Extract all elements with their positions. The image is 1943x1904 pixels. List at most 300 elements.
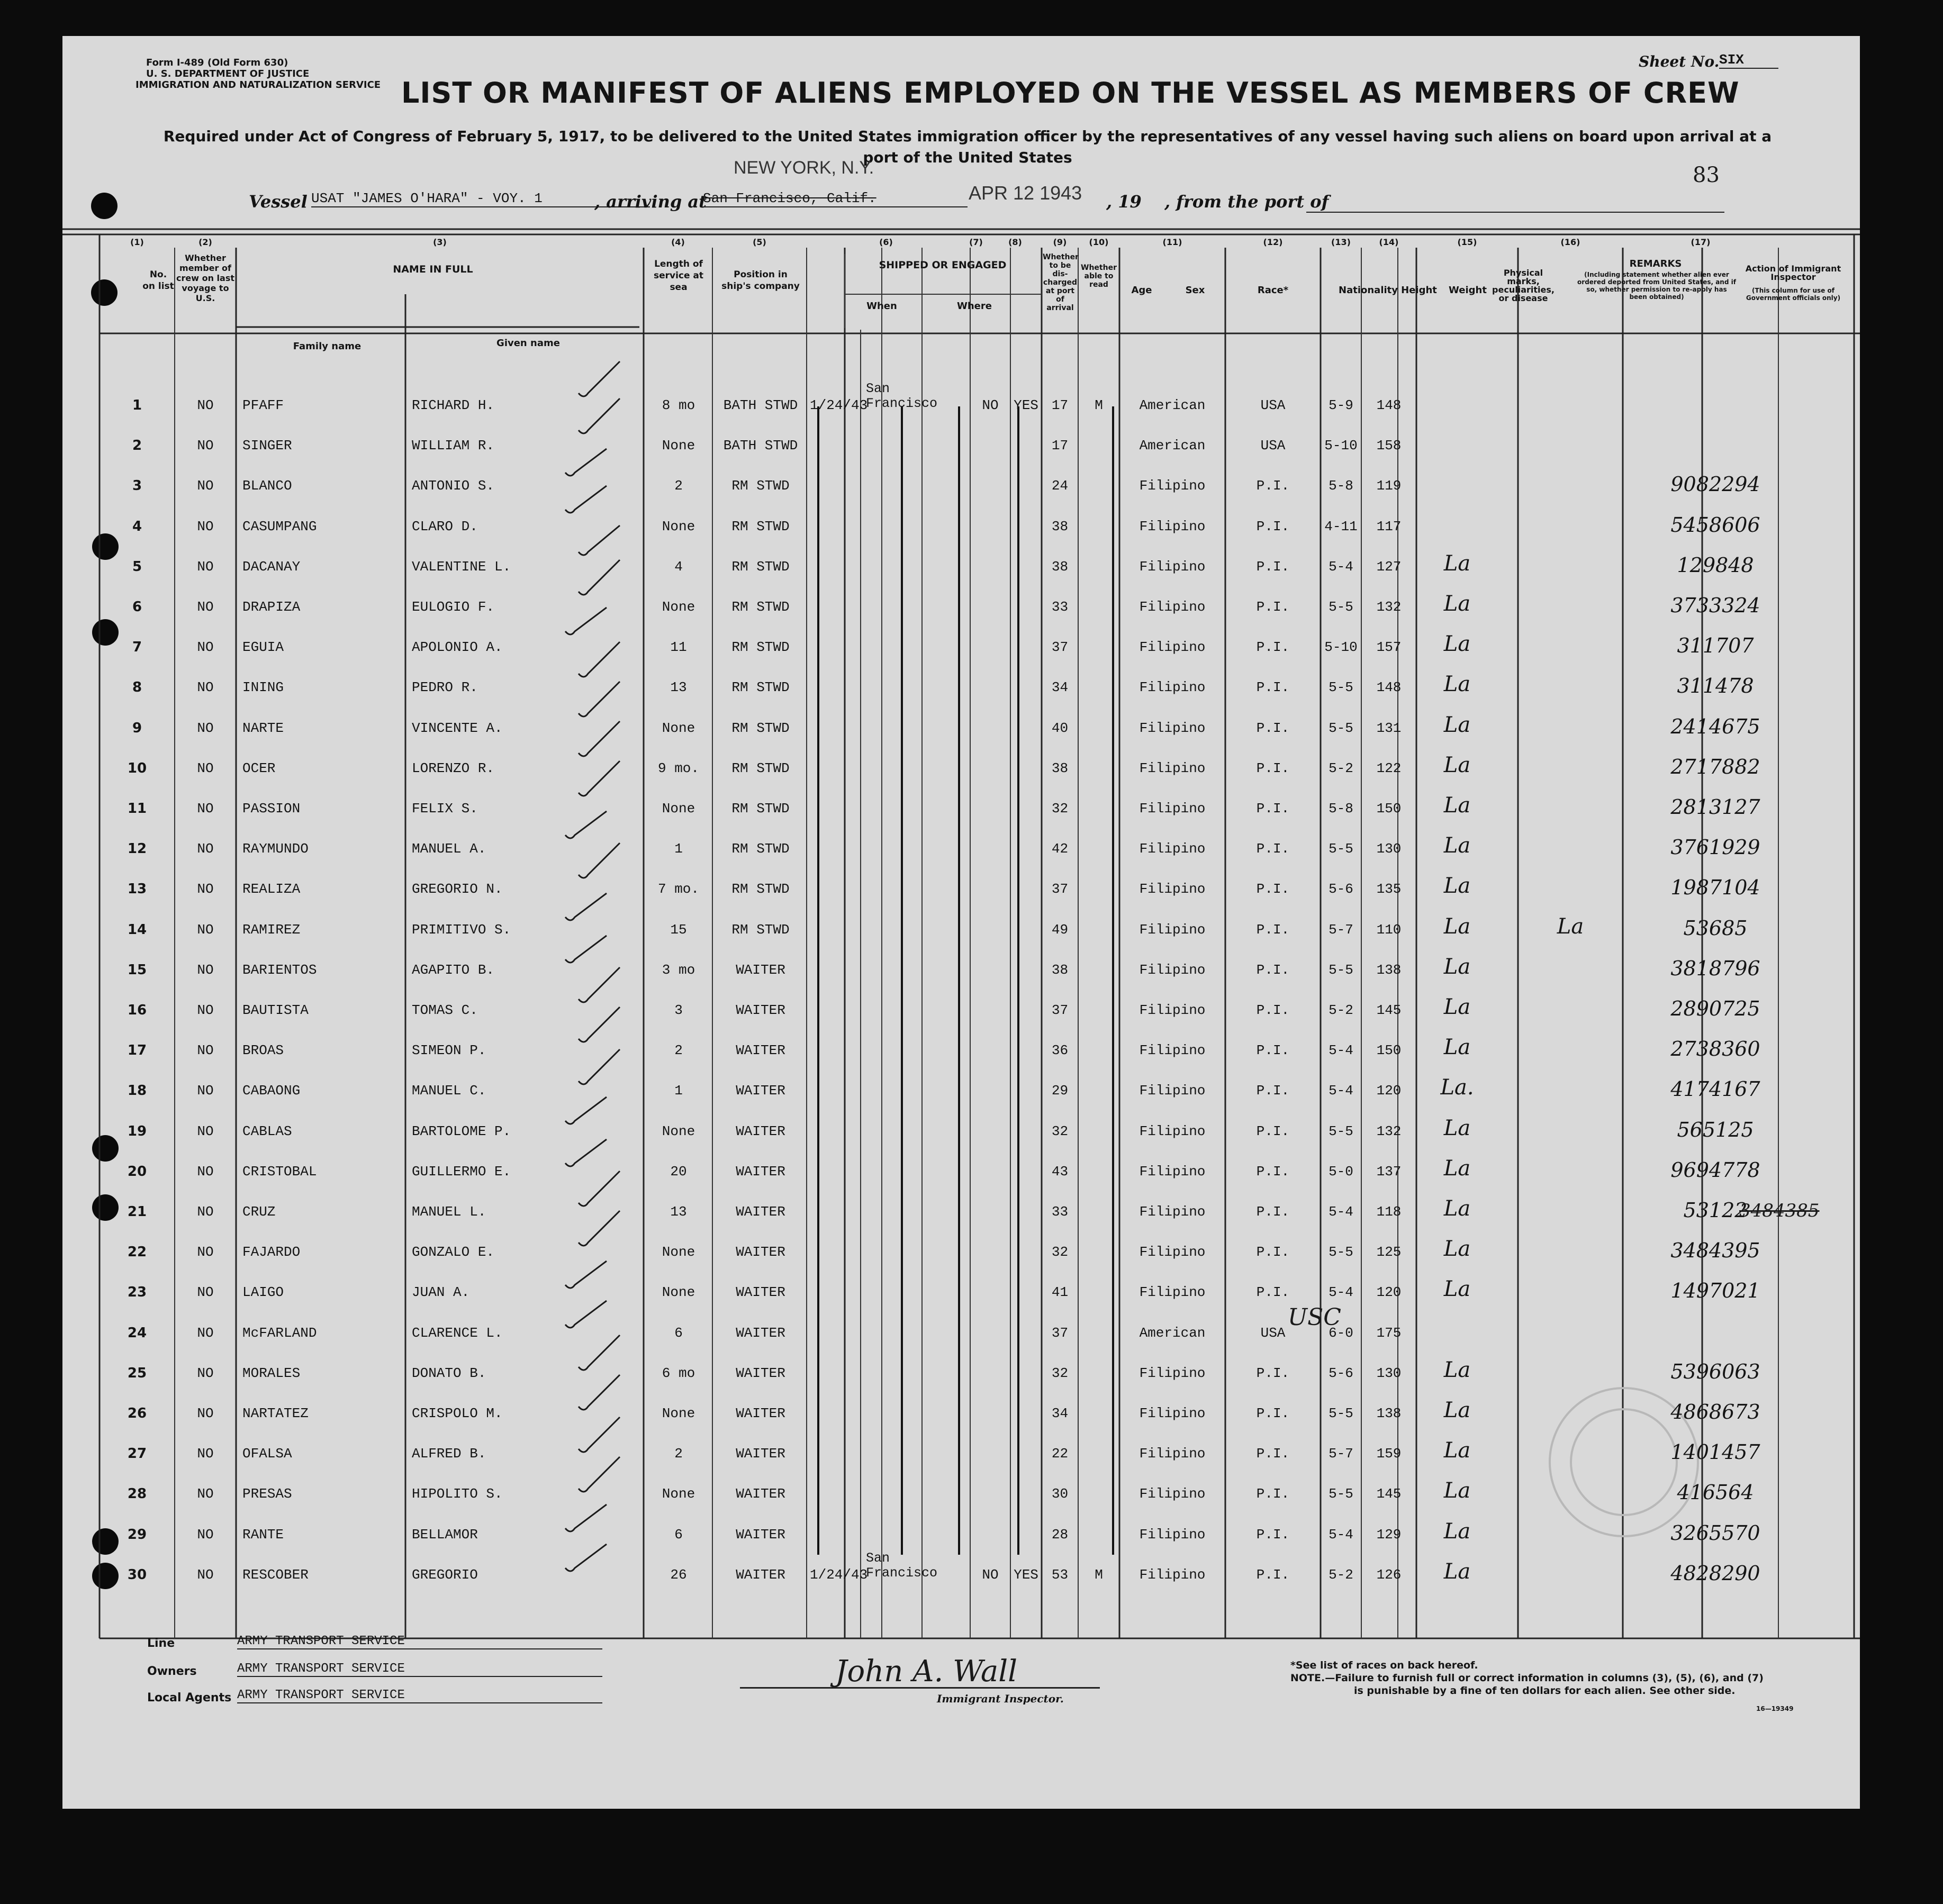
cell-weight: 117 (1376, 519, 1402, 534)
header-race: Race* (1257, 285, 1289, 296)
cell-weight: 119 (1376, 478, 1402, 494)
cell-given: LORENZO R. (412, 760, 495, 776)
failure-note-2: is punishable by a fine of ten dollars for each alien. See other side. (1354, 1685, 1736, 1697)
cell-action: 2813127 (1670, 795, 1760, 819)
cell-given: CRISPOLO M. (412, 1406, 503, 1421)
cell-no: 29 (127, 1527, 147, 1543)
cell-position: RM STWD (731, 559, 790, 575)
cell-no: 21 (127, 1204, 147, 1220)
cell-action: 9694778 (1670, 1158, 1760, 1182)
cell-position: WAITER (736, 1204, 785, 1220)
cell-race: Filipino (1139, 881, 1206, 897)
cell-service: 2 (674, 1042, 683, 1058)
cell-action: 2890725 (1670, 997, 1760, 1020)
cell-no: 10 (127, 760, 147, 776)
cell-given: TOMAS C. (412, 1002, 478, 1018)
cell-action: 3818796 (1670, 957, 1760, 980)
cell-position: RM STWD (731, 478, 790, 494)
service-name: IMMIGRATION AND NATURALIZATION SERVICE (135, 79, 381, 90)
cell-weight: 132 (1376, 599, 1402, 615)
cell-marks: La (1443, 1398, 1471, 1422)
cell-race: Filipino (1139, 1527, 1206, 1543)
cell-height: 5-5 (1329, 1486, 1353, 1502)
cell-last: NO (197, 1123, 214, 1139)
cell-age: 49 (1051, 922, 1069, 938)
cell-given: CLARO D. (412, 519, 478, 534)
cell-no: 12 (127, 841, 147, 857)
cell-race: Filipino (1139, 1042, 1206, 1058)
cell-no: 8 (132, 679, 142, 695)
cell-weight: 148 (1376, 397, 1402, 413)
cell-last: NO (197, 397, 214, 413)
header-position: Position in ship's company (721, 269, 800, 292)
cell-given: ALFRED B. (412, 1446, 486, 1462)
cell-service: 9 mo. (657, 760, 699, 776)
cell-position: RM STWD (731, 760, 790, 776)
department: U. S. DEPARTMENT OF JUSTICE (146, 68, 310, 79)
line-label: Line (147, 1637, 175, 1650)
cell-race: Filipino (1139, 1446, 1206, 1462)
owners-label: Owners (147, 1665, 197, 1678)
cell-race: American (1139, 397, 1206, 413)
cell-family: CABLAS (242, 1123, 292, 1139)
cell-age: 37 (1051, 1325, 1069, 1341)
cell-nat: P.I. (1256, 639, 1290, 655)
header-action-inspector: Action of Immigrant Inspector (1745, 264, 1841, 282)
cell-race: Filipino (1139, 922, 1206, 938)
cell-race: American (1139, 438, 1206, 454)
cell-height: 5-8 (1329, 801, 1353, 817)
cell-nat: P.I. (1256, 559, 1290, 575)
cell-marks: La (1443, 1277, 1471, 1301)
cell-weight: 118 (1376, 1204, 1402, 1220)
date-stamp: APR 12 1943 (969, 182, 1082, 204)
col-num-4: (4) (671, 237, 685, 247)
cell-position: RM STWD (731, 599, 790, 615)
cell-given: EULOGIO F. (412, 599, 495, 615)
cell-weight: 158 (1376, 438, 1402, 454)
cell-age: 36 (1051, 1042, 1069, 1058)
cell-last: NO (197, 519, 214, 534)
cell-family: CRISTOBAL (242, 1164, 317, 1180)
cell-age: 34 (1051, 1406, 1069, 1421)
cell-weight: 122 (1376, 760, 1402, 776)
cell-height: 5-2 (1329, 1567, 1353, 1583)
cell-no: 28 (127, 1486, 147, 1502)
cell-family: REALIZA (242, 881, 301, 897)
cell-family: EGUIA (242, 639, 284, 655)
cell-position: WAITER (736, 1365, 785, 1381)
cell-action: 565125 (1677, 1118, 1754, 1141)
cell-height: 5-8 (1329, 478, 1353, 494)
manifest-sheet (62, 36, 1860, 1809)
cell-nat: P.I. (1256, 1083, 1290, 1099)
cell-position: BATH STWD (723, 397, 798, 413)
cell-height: 5-4 (1329, 1083, 1353, 1099)
cell-age: 37 (1051, 1002, 1069, 1018)
col-num-5: (5) (753, 237, 766, 247)
cell-given: PRIMITIVO S. (412, 922, 511, 938)
cell-height: 6-0 (1329, 1325, 1353, 1341)
cell-no: 16 (127, 1002, 147, 1018)
cell-marks: La (1443, 874, 1471, 898)
cell-height: 5-5 (1329, 1406, 1353, 1421)
cell-no: 4 (132, 519, 142, 534)
cell-age: 33 (1051, 599, 1069, 615)
cell-weight: 131 (1376, 720, 1402, 736)
cell-position: RM STWD (731, 519, 790, 534)
cell-last: NO (197, 1284, 214, 1300)
cell-nat: P.I. (1256, 1244, 1290, 1260)
cell-service: None (662, 519, 695, 534)
cell-position: WAITER (736, 1406, 785, 1421)
cell-family: CRUZ (242, 1204, 276, 1220)
cell-family: BROAS (242, 1042, 284, 1058)
cell-height: 5-2 (1329, 1002, 1353, 1018)
header-where: Where (957, 301, 992, 312)
cell-marks: La (1443, 995, 1471, 1019)
cell-service: 6 mo (662, 1365, 695, 1381)
cell-weight: 175 (1376, 1325, 1402, 1341)
cell-service: None (662, 1284, 695, 1300)
cell-action: 416564 (1677, 1481, 1754, 1504)
cell-given: AGAPITO B. (412, 962, 495, 978)
cell-no: 13 (127, 881, 147, 897)
cell-service: 6 (674, 1325, 683, 1341)
col-num-13: (13) (1331, 237, 1351, 247)
cell-family: DRAPIZA (242, 599, 301, 615)
cell-position: WAITER (736, 1567, 785, 1583)
header-length-service: Length of service at sea (653, 259, 704, 293)
cell-age: 41 (1051, 1284, 1069, 1300)
cell-no: 1 (132, 397, 142, 413)
cell-family: RAMIREZ (242, 922, 301, 938)
cell-no: 2 (132, 438, 142, 454)
cell-action: 5396063 (1670, 1360, 1760, 1383)
cell-family: OCER (242, 760, 276, 776)
cell-nat: P.I. (1256, 1164, 1290, 1180)
header-age: Age (1131, 285, 1152, 296)
cell-action: 3265570 (1670, 1521, 1760, 1545)
cell-position: RM STWD (731, 639, 790, 655)
cell-position: RM STWD (731, 801, 790, 817)
cell-last: NO (197, 559, 214, 575)
cell-nat: P.I. (1256, 881, 1290, 897)
cell-service: 2 (674, 478, 683, 494)
col-num-3: (3) (433, 237, 447, 247)
cell-family: NARTE (242, 720, 284, 736)
cell-given: BARTOLOME P. (412, 1123, 511, 1139)
cell-race: Filipino (1139, 559, 1206, 575)
cell-nat: P.I. (1256, 679, 1290, 695)
cell-action: 3761929 (1670, 836, 1760, 859)
cell-height: 5-5 (1329, 599, 1353, 615)
cell-marks: La (1443, 1560, 1471, 1584)
cell-last: NO (197, 1406, 214, 1421)
cell-height: 5-4 (1329, 1284, 1353, 1300)
cell-action: 1401457 (1670, 1440, 1760, 1464)
cell-last: NO (197, 760, 214, 776)
cell-race: Filipino (1139, 679, 1206, 695)
cell-last: NO (197, 438, 214, 454)
header-able-to-read: Whether able to read (1081, 264, 1117, 289)
cell-position: RM STWD (731, 679, 790, 695)
vessel-label: Vessel (249, 192, 308, 212)
cell-height: 5-4 (1329, 1204, 1353, 1220)
cell-position: WAITER (736, 1042, 785, 1058)
cell-age: 34 (1051, 679, 1069, 695)
cell-given: GUILLERMO E. (412, 1164, 511, 1180)
cell-action: 2717882 (1670, 755, 1760, 778)
cell-family: PRESAS (242, 1486, 292, 1502)
header-physical-marks: Physical marks, peculiarities, or disease (1492, 268, 1555, 303)
cell-nat: P.I. (1256, 1002, 1290, 1018)
cell-age: 38 (1051, 519, 1069, 534)
cell-race: American (1139, 1325, 1206, 1341)
header-shipped-engaged: SHIPPED OR ENGAGED (879, 259, 1007, 271)
cell-race: Filipino (1139, 760, 1206, 776)
cell-age: 38 (1051, 559, 1069, 575)
cell-family: MORALES (242, 1365, 301, 1381)
header-remarks: REMARKS (1629, 258, 1682, 269)
cell-weight: 130 (1376, 841, 1402, 857)
cell-last: NO (197, 1325, 214, 1341)
cell-given: VINCENTE A. (412, 720, 503, 736)
header-weight: Weight (1449, 285, 1487, 296)
cell-height: 5-5 (1329, 720, 1353, 736)
header-action-note: (This column for use of Government officials only) (1746, 287, 1841, 302)
agents-label: Local Agents (147, 1691, 232, 1704)
cell-age: 43 (1051, 1164, 1069, 1180)
cell-given: WILLIAM R. (412, 438, 495, 454)
cell-marks: La (1443, 592, 1471, 616)
cell-marks: La (1443, 1116, 1471, 1140)
col-num-8: (8) (1008, 237, 1022, 247)
header-when: When (866, 301, 897, 312)
cell-family: NARTATEZ (242, 1406, 309, 1421)
cell-nat: P.I. (1256, 760, 1290, 776)
cell-family: SINGER (242, 438, 292, 454)
cell-action: 53122 (1683, 1199, 1748, 1222)
cell-race: Filipino (1139, 1164, 1206, 1180)
cell-age: 32 (1051, 1123, 1069, 1139)
cell-last: NO (197, 962, 214, 978)
cell-age: 37 (1051, 639, 1069, 655)
cell-service: 6 (674, 1527, 683, 1543)
cell-position: RM STWD (731, 922, 790, 938)
cell-last: NO (197, 881, 214, 897)
line-value: ARMY TRANSPORT SERVICE (237, 1634, 602, 1649)
cell-marks: La (1443, 1519, 1471, 1544)
cell-weight: 145 (1376, 1486, 1402, 1502)
cell-age: 38 (1051, 760, 1069, 776)
cell-race: Filipino (1139, 720, 1206, 736)
cell-last: NO (197, 679, 214, 695)
cell-height: 5-5 (1329, 1123, 1353, 1139)
cell-family: INING (242, 679, 284, 695)
cell-action: 4828290 (1670, 1562, 1760, 1585)
cell-no: 17 (127, 1042, 147, 1058)
year-label: , 19 (1106, 192, 1142, 212)
cell-where: San Francisco (866, 381, 938, 411)
cell-action: 3484395 (1670, 1239, 1760, 1262)
header-nationality: Nationality (1339, 285, 1398, 296)
cell-family: BAUTISTA (242, 1002, 309, 1018)
cell-family: McFARLAND (242, 1325, 317, 1341)
cell-race: Filipino (1139, 801, 1206, 817)
cell-nat: P.I. (1256, 720, 1290, 736)
inspector-label: Immigrant Inspector. (937, 1692, 1064, 1705)
page-number: 83 (1693, 163, 1720, 187)
cell-race: Filipino (1139, 1083, 1206, 1099)
cell-no: 5 (132, 559, 142, 575)
cell-position: RM STWD (731, 720, 790, 736)
col-num-11: (11) (1162, 237, 1182, 247)
cell-marks: La (1443, 1237, 1471, 1261)
cell-family: RANTE (242, 1527, 284, 1543)
cell-disch: NO (982, 397, 999, 413)
cell-race: Filipino (1139, 1002, 1206, 1018)
cell-service: 15 (670, 922, 687, 938)
cell-no: 25 (127, 1365, 147, 1381)
cell-last: NO (197, 1042, 214, 1058)
cell-marks: La (1443, 1196, 1471, 1221)
cell-action: 311478 (1677, 674, 1754, 697)
cell-weight: 138 (1376, 1406, 1402, 1421)
cell-nat: P.I. (1256, 599, 1290, 615)
cell-nat: P.I. (1256, 478, 1290, 494)
cell-height: 5-5 (1329, 841, 1353, 857)
cell-age: 29 (1051, 1083, 1069, 1099)
cell-height: 5-4 (1329, 559, 1353, 575)
cell-age: 40 (1051, 720, 1069, 736)
cell-given: PEDRO R. (412, 679, 478, 695)
cell-position: WAITER (736, 1083, 785, 1099)
cell-height: 4-11 (1324, 519, 1358, 534)
cell-no: 15 (127, 962, 147, 978)
cell-age: 37 (1051, 881, 1069, 897)
cell-age: 30 (1051, 1486, 1069, 1502)
cell-action: 9082294 (1670, 473, 1760, 496)
cell-weight: 145 (1376, 1002, 1402, 1018)
cell-position: WAITER (736, 1284, 785, 1300)
cell-weight: 126 (1376, 1567, 1402, 1583)
col-num-16: (16) (1560, 237, 1580, 247)
cell-no: 3 (132, 478, 142, 494)
cell-family: CABAONG (242, 1083, 301, 1099)
cell-last: NO (197, 720, 214, 736)
cell-weight: 120 (1376, 1284, 1402, 1300)
cell-action: 53685 (1683, 917, 1748, 940)
cell-action: 2738360 (1670, 1037, 1760, 1060)
cell-nat: P.I. (1256, 1567, 1290, 1583)
cell-nat: P.I. (1256, 1406, 1290, 1421)
cell-weight: 125 (1376, 1244, 1402, 1260)
cell-sex: M (1095, 397, 1103, 413)
cell-nat: USA (1260, 438, 1286, 454)
cell-given: DONATO B. (412, 1365, 486, 1381)
cell-action: 4868673 (1670, 1400, 1760, 1424)
cell-given: GREGORIO (412, 1567, 478, 1583)
cell-service: 3 (674, 1002, 683, 1018)
cell-marks: La (1443, 955, 1471, 979)
header-height: Height (1401, 285, 1437, 296)
cell-no: 6 (132, 599, 142, 615)
cell-read: YES (1014, 1567, 1038, 1583)
cell-height: 5-7 (1329, 1446, 1353, 1462)
cell-nat: P.I. (1256, 1204, 1290, 1220)
cell-weight: 148 (1376, 679, 1402, 695)
cell-family: CASUMPANG (242, 519, 317, 534)
cell-height: 5-6 (1329, 881, 1353, 897)
cell-no: 20 (127, 1164, 147, 1180)
cell-race: Filipino (1139, 519, 1206, 534)
cell-sex: M (1095, 1567, 1103, 1583)
cell-height: 5-9 (1329, 397, 1353, 413)
cell-weight: 138 (1376, 962, 1402, 978)
cell-position: BATH STWD (723, 438, 798, 454)
cell-race: Filipino (1139, 478, 1206, 494)
col-num-17: (17) (1691, 237, 1711, 247)
cell-service: 1 (674, 841, 683, 857)
cell-service: 7 mo. (657, 881, 699, 897)
cell-marks: La (1443, 1438, 1471, 1463)
cell-service: 2 (674, 1446, 683, 1462)
cell-family: FAJARDO (242, 1244, 301, 1260)
header-discharged: Whether to be dis-charged at port of arrival (1043, 253, 1079, 312)
cell-nat: P.I. (1256, 519, 1290, 534)
cell-position: WAITER (736, 1123, 785, 1139)
cell-position: WAITER (736, 1486, 785, 1502)
cell-nat: P.I. (1256, 1365, 1290, 1381)
cell-last: NO (197, 639, 214, 655)
cell-last: NO (197, 478, 214, 494)
cell-given: MANUEL L. (412, 1204, 486, 1220)
cell-marks: La (1443, 713, 1471, 737)
cell-service: None (662, 1244, 695, 1260)
cell-service: None (662, 1406, 695, 1421)
cell-weight: 127 (1376, 559, 1402, 575)
cell-weight: 150 (1376, 1042, 1402, 1058)
vessel-name: USAT "JAMES O'HARA" - VOY. 1 (311, 191, 650, 207)
form-number: Form I-489 (Old Form 630) (146, 57, 288, 68)
cell-height: 5-10 (1324, 438, 1358, 454)
cell-nat: P.I. (1256, 1123, 1290, 1139)
cell-no: 24 (127, 1325, 147, 1341)
cell-position: RM STWD (731, 881, 790, 897)
cell-no: 9 (132, 720, 142, 736)
cell-action: 2414675 (1670, 715, 1760, 738)
cell-marks: La (1443, 1156, 1471, 1181)
cell-family: BARIENTOS (242, 962, 317, 978)
cell-age: 33 (1051, 1204, 1069, 1220)
col-num-1: (1) (130, 237, 144, 247)
cell-nat: USA (1260, 397, 1286, 413)
cell-service: None (662, 801, 695, 817)
cell-no: 19 (127, 1123, 147, 1139)
cell-race: Filipino (1139, 962, 1206, 978)
cell-given: ANTONIO S. (412, 478, 495, 494)
cell-age: 53 (1051, 1567, 1069, 1583)
sheet-number: SIX (1719, 52, 1778, 69)
usc-annotation: USC (1288, 1304, 1341, 1331)
cell-marks: La (1443, 793, 1471, 818)
cell-weight: 132 (1376, 1123, 1402, 1139)
cell-height: 5-5 (1329, 679, 1353, 695)
cell-no: 23 (127, 1284, 147, 1300)
cell-last: NO (197, 1244, 214, 1260)
cell-given: MANUEL C. (412, 1083, 486, 1099)
